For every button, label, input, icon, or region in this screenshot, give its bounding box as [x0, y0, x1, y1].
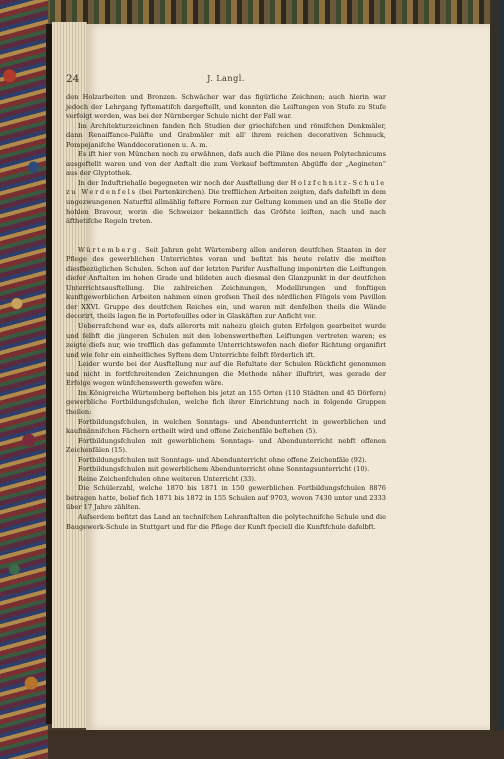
paragraph: [66, 122, 386, 151]
text-run: Ueberrafchend war es, dafs allerorts mit nahezu gleich guten Erfolgen gearbeitet wurde und felbft die jüngeren Schulen mit den lobenswertheften Leiftungen vertreten waren; es zeigte diefs nur, wie trefflich das gefammte Unterrichtswefen nach diefer Richtung organifirt und wie fehr ein einheitliches Syftem dem Unterrichte felbft förderlich ift.: [66, 322, 386, 359]
paragraph: [66, 246, 386, 322]
paragraph: [66, 456, 386, 466]
page-number: 24: [66, 73, 80, 85]
paragraph: [66, 513, 386, 532]
paragraph: [66, 418, 386, 437]
text-run: Im Königreiche Würtemberg beftehen bis jetzt an 155 Orten (110 Städten und 45 Dörfern) gewerbliche Fortbildungsfchulen, welche fich ihrer Einrichtung nach in folgende Gruppen theilen:: [66, 388, 386, 416]
book-bottom-edge: [48, 730, 504, 759]
text-run: Die Schülerzahl, welche 1870 bis 1871 in 150 gewerblichen Fortbildungsfchulen 8876 betragen hatte, belief fich 1871 bis 1872 in 155 Schulen auf 9703, wovon 7430 unter und 2333 über 17 Jahre zählten.: [66, 484, 386, 512]
body-text: [66, 93, 386, 532]
paragraph: [66, 322, 386, 360]
paragraph: [66, 150, 386, 179]
paragraph: [66, 179, 386, 227]
text-run: (bei Partenkirchen). Die trefflichen Arbeiten zeigten, dafs dafelbft in dem ungezwungenen Naturftil allmählig feftere Formen zur Geltung kommen und an die Stelle der hohlen Bravour, worin die Schweizer bekanntlich das Gröfste leiften, nach und nach äfthetifche Regeln treten.: [66, 188, 386, 226]
text-run: Fortbildungsfchulen, in welchen Sonntags- und Abendunterricht in gewerblichen und kaufmännifchen Fächern ertheilt wird und offene Zeichenfäle beftehen (5).: [66, 417, 386, 436]
text-run: Aufserdem befitzt das Land an technifchen Lehranftalten die polytechnifche Schule und die Baugewerk-Schule in Stuttgart und für die Pflege der Kunft fpeciell die Kunftfchule dafelbft.: [66, 512, 386, 531]
page-header: [66, 73, 386, 87]
text-run: Fortbildungsfchulen mit gewerblichem Abendunterricht ohne Sonntagsunterricht (10).: [78, 465, 370, 474]
text-run: Es ift hier von München noch zu erwähnen, dafs auch die Pläne des neuen Polytechnicums ausgeftellt waren und von der Anftalt die zum Verkauf beftimmten Abgüffe der „Aegineten“ aus der Glyptothek.: [66, 150, 386, 178]
paragraph: [66, 465, 386, 475]
paragraph: [66, 389, 386, 418]
book-right-edge: [490, 0, 504, 759]
book-top-edge: [0, 0, 504, 24]
text-run: Reine Zeichenfchulen ohne weiteren Unterricht (33).: [78, 474, 257, 483]
text-run: Seit Jahren geht Würtemberg allen anderen deutfchen Staaten in der Pflege des gewerblichen Unterrichtes voran und befitzt bis heute relativ die meiften diesfbezüglichen Schulen. Schon auf der letzten Parifer Ausftellung imponirten die Leiftungen diefer Anftalten im hohen Grade und bildeten auch diesmal den Glanzpunkt in der deutfchen Unterrichtsausftellung. Die zahlreichen Zeichnungen, Modellirungen und fonftigen kunftgewerblichen Arbeiten nahmen einen grofsen Theil des nördlichen Flügels vom Pavillon der XXVI. Gruppe des deutfchen Reiches ein, und waren mit denfelben theils die Wände decorirt, theils lagen fie in Portefeuilles oder in Glaskäften zur Anficht vor.: [66, 245, 386, 321]
spaced-emphasis: Würtemberg.: [78, 245, 143, 254]
text-run: Fortbildungsfchulen mit Sonntags- und Abendunterricht ohne offene Zeichenfäle (92).: [78, 455, 367, 464]
paragraph: [66, 360, 386, 389]
text-run: Leider wurde bei der Ausftellung nur auf die Refultate der Schulen Rückficht genommen und nicht in fortfchreitenden Zeichnungen die Methode näher illuftrirt, was gerade der Erfolge wegen wünfchenswerth gewefen wäre.: [66, 360, 386, 388]
text-run: Im Architekturzeichnen fanden fich Studien der griechifchen und römifchen Denkmäler, dann Renaiffance-Paläfte und Grabmäler mit all' ihrem reichen decorativen Schmuck, Pompejanifche Wanddecorationen u. A. m.: [66, 121, 386, 149]
marbled-endpaper: [0, 0, 48, 759]
text-run: Fortbildungsfchulen mit gewerblichem Sonntags- und Abendunterricht nebft offenen Zeichenfälen (15).: [66, 436, 386, 455]
text-run: den Holzarbeiten und Bronzen. Schwächer war das figürliche Zeichnen; auch hierin war jedoch der Lehrgang fyftematifch dargeftellt, und konnten die Leiftungen von Stufe zu Stufe verfolgt werden, was bei der Nürnberger Schule nicht der Fall war.: [66, 93, 386, 121]
running-head: J. Langl.: [207, 74, 245, 83]
paragraph: [66, 437, 386, 456]
paragraph: [66, 484, 386, 513]
text-run: In der Induftriehalle begegneten wir noch der Ausftellung der: [78, 178, 291, 187]
paragraph: [66, 93, 386, 122]
spaced-emphasis: Holzfchnitz-Schule zu Werdenfels: [66, 178, 386, 197]
paragraph: [66, 475, 386, 485]
